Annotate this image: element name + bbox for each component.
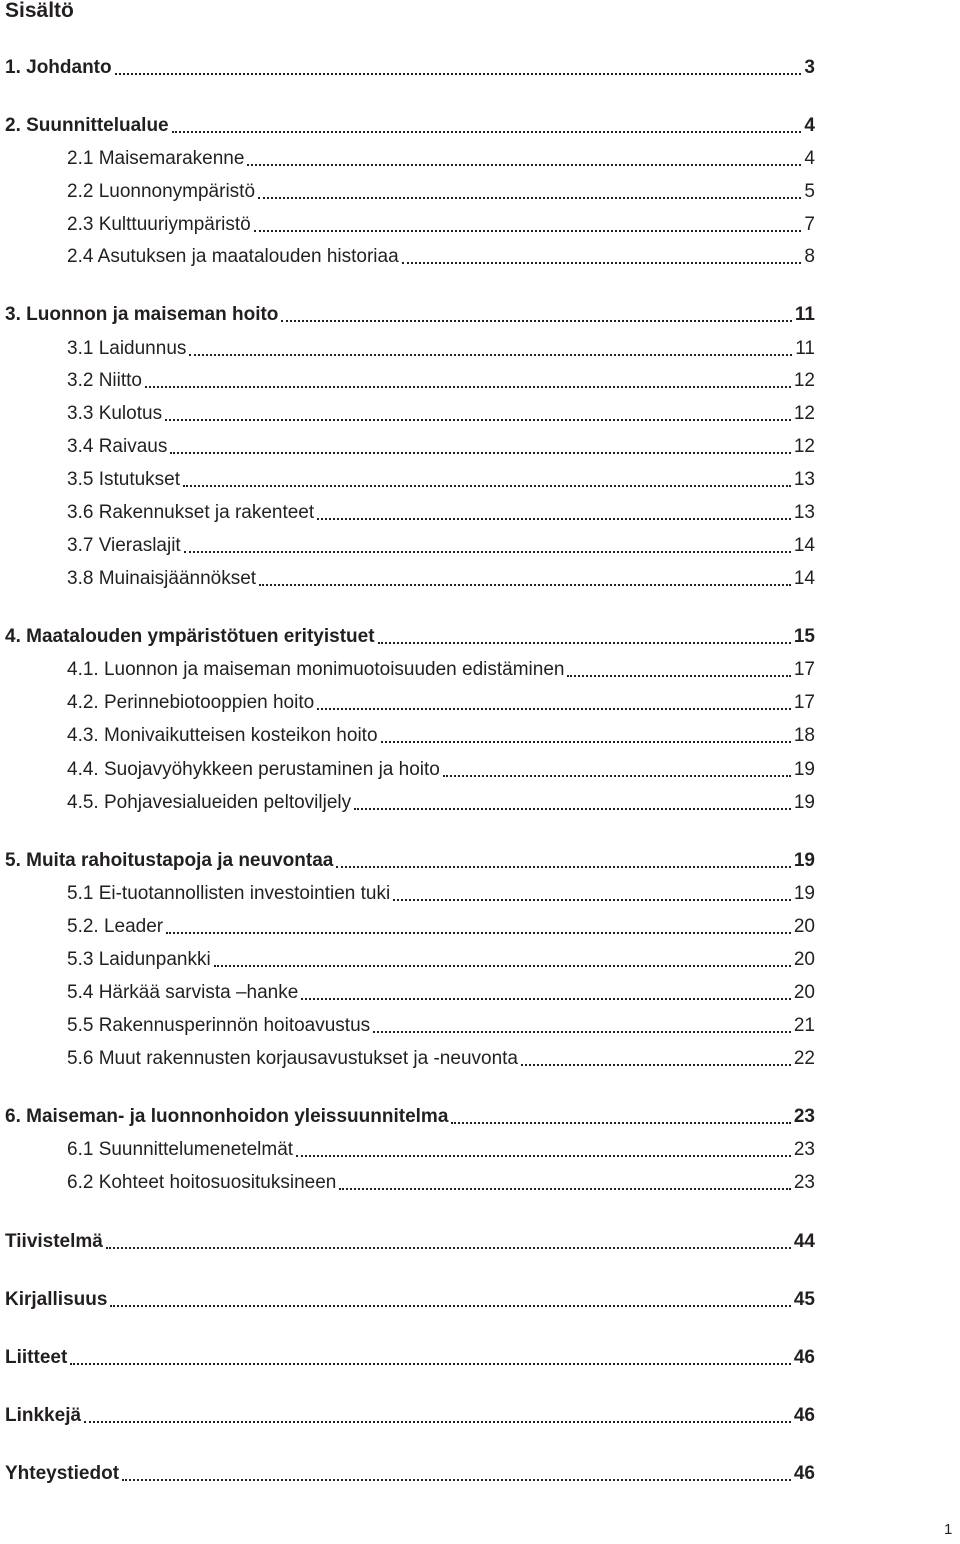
toc-entry-page: 12	[793, 403, 815, 424]
toc-subsection[interactable]	[67, 499, 815, 527]
toc-section[interactable]	[5, 54, 815, 82]
dot-leader	[106, 1247, 791, 1249]
toc-entry-page: 12	[793, 436, 815, 457]
toc-entry-label: 5.5 Rakennusperinnön hoitoavustus	[67, 1015, 371, 1036]
toc-subsection[interactable]	[67, 689, 815, 717]
toc-section[interactable]	[5, 623, 815, 651]
toc-entry-page: 20	[793, 916, 815, 937]
page-title: Sisältö	[5, 0, 74, 22]
toc-subsection[interactable]	[67, 211, 815, 239]
dot-leader	[521, 1064, 791, 1066]
toc-subsection[interactable]	[67, 1012, 815, 1040]
toc-subsection[interactable]	[67, 1045, 815, 1073]
toc-section[interactable]	[5, 1228, 815, 1256]
toc-subsection[interactable]	[67, 756, 815, 784]
dot-leader	[214, 965, 791, 967]
toc-entry-label: 2.4 Asutuksen ja maatalouden historiaa	[67, 246, 399, 267]
toc-entry-label: Tiivistelmä	[5, 1231, 103, 1252]
toc-subsection[interactable]	[67, 1169, 815, 1197]
toc-section[interactable]	[5, 1103, 815, 1131]
dot-leader	[172, 131, 802, 133]
dot-leader	[84, 1421, 791, 1423]
dot-leader	[378, 642, 791, 644]
toc-entry-label: 3.6 Rakennukset ja rakenteet	[67, 502, 315, 523]
toc-entry-page: 4	[804, 115, 815, 136]
toc-entry-page: 5	[804, 181, 815, 202]
toc-entry-page: 12	[793, 370, 815, 391]
toc-entry-label: Linkkejä	[5, 1405, 82, 1426]
toc-entry-page: 17	[793, 692, 815, 713]
dot-leader	[336, 866, 791, 868]
toc-entry-page: 19	[793, 850, 815, 871]
toc-entry-label: 6.2 Kohteet hoitosuosituksineen	[67, 1172, 337, 1193]
toc-entry-page: 3	[804, 57, 815, 78]
toc-entry-page: 21	[793, 1015, 815, 1036]
toc-entry-label: 4.5. Pohjavesialueiden peltoviljely	[67, 792, 352, 813]
toc-subsection[interactable]	[67, 145, 815, 173]
toc-entry-label: 4.3. Monivaikutteisen kosteikon hoito	[67, 725, 378, 746]
toc-subsection[interactable]	[67, 335, 815, 363]
toc-subsection[interactable]	[67, 400, 815, 428]
dot-leader	[70, 1363, 791, 1365]
toc-subsection[interactable]	[67, 433, 815, 461]
dot-leader	[339, 1188, 791, 1190]
dot-leader	[301, 998, 791, 1000]
toc-entry-page: 23	[793, 1106, 815, 1127]
toc-subsection[interactable]	[67, 789, 815, 817]
toc-entry-label: 5.4 Härkää sarvista –hanke	[67, 982, 299, 1003]
dot-leader	[254, 230, 802, 232]
toc-subsection[interactable]	[67, 656, 815, 684]
toc-entry-page: 23	[793, 1139, 815, 1160]
toc-section[interactable]	[5, 1286, 815, 1314]
toc-entry-label: 6. Maiseman- ja luonnonhoidon yleissuunnitelma	[5, 1106, 449, 1127]
toc-entry-page: 18	[793, 725, 815, 746]
dot-leader	[443, 775, 791, 777]
toc-entry-page: 11	[795, 338, 815, 359]
dot-leader	[354, 808, 791, 810]
toc-entry-label: 3.4 Raivaus	[67, 436, 168, 457]
toc-entry-page: 45	[793, 1289, 815, 1310]
toc-subsection[interactable]	[67, 946, 815, 974]
toc-entry-page: 13	[793, 469, 815, 490]
toc-entry-label: 5.2. Leader	[67, 916, 164, 937]
toc-entry-label: 2.1 Maisemarakenne	[67, 148, 245, 169]
dot-leader	[184, 551, 791, 553]
toc-entry-label: 4. Maatalouden ympäristötuen erityistuet	[5, 626, 375, 647]
dot-leader	[317, 708, 791, 710]
dot-leader	[145, 386, 791, 388]
dot-leader	[166, 932, 791, 934]
toc-subsection[interactable]	[67, 565, 815, 593]
dot-leader	[451, 1122, 790, 1124]
toc-entry-label: 5.6 Muut rakennusten korjausavustukset ja -neuvonta	[67, 1048, 518, 1069]
dot-leader	[296, 1155, 791, 1157]
toc-entry-label: 3.1 Laidunnus	[67, 338, 187, 359]
toc-section[interactable]	[5, 301, 815, 329]
toc-subsection[interactable]	[67, 880, 815, 908]
toc-subsection[interactable]	[67, 722, 815, 750]
toc-entry-label: 5. Muita rahoitustapoja ja neuvontaa	[5, 850, 334, 871]
toc-subsection[interactable]	[67, 1136, 815, 1164]
toc-entry-page: 4	[804, 148, 815, 169]
toc-entry-label: 1. Johdanto	[5, 57, 112, 78]
toc-entry-label: 3.2 Niitto	[67, 370, 142, 391]
toc-entry-page: 19	[793, 883, 815, 904]
toc-entry-label: 3.8 Muinaisjäännökset	[67, 568, 257, 589]
dot-leader	[183, 485, 791, 487]
toc-entry-label: Yhteystiedot	[5, 1463, 120, 1484]
toc-entry-page: 46	[793, 1405, 815, 1426]
toc-entry-page: 14	[793, 535, 815, 556]
toc-subsection[interactable]	[67, 367, 815, 395]
toc-entry-label: 3. Luonnon ja maiseman hoito	[5, 304, 279, 325]
toc-entry-label: 2.3 Kulttuuriympäristö	[67, 214, 251, 235]
toc-entry-label: 5.1 Ei-tuotannollisten investointien tuki	[67, 883, 391, 904]
toc-entry-label: 6.1 Suunnittelumenetelmät	[67, 1139, 294, 1160]
toc-entry-page: 7	[804, 214, 815, 235]
toc-entry-label: 5.3 Laidunpankki	[67, 949, 211, 970]
toc-subsection[interactable]	[67, 913, 815, 941]
page-number: 1	[944, 1521, 953, 1538]
toc-entry-page: 20	[793, 982, 815, 1003]
dot-leader	[567, 675, 790, 677]
dot-leader	[381, 741, 791, 743]
dot-leader	[258, 197, 801, 199]
toc-entry-label: 4.2. Perinnebiotooppien hoito	[67, 692, 315, 713]
toc-subsection[interactable]	[67, 466, 815, 494]
toc-entry-label: 2. Suunnittelualue	[5, 115, 169, 136]
toc-entry-page: 19	[793, 792, 815, 813]
toc-entry-label: 4.1. Luonnon ja maiseman monimuotoisuuden edistäminen	[67, 659, 565, 680]
toc-subsection[interactable]	[67, 979, 815, 1007]
toc-entry-page: 15	[793, 626, 815, 647]
toc-section[interactable]	[5, 1402, 815, 1430]
dot-leader	[402, 262, 802, 264]
toc-section[interactable]	[5, 1460, 815, 1488]
dot-leader	[115, 73, 802, 75]
dot-leader	[281, 320, 791, 322]
dot-leader	[170, 452, 791, 454]
dot-leader	[189, 354, 792, 356]
toc-entry-page: 8	[804, 246, 815, 267]
dot-leader	[373, 1031, 791, 1033]
toc-entry-page: 13	[793, 502, 815, 523]
dot-leader	[247, 164, 801, 166]
toc-entry-label: 2.2 Luonnonympäristö	[67, 181, 256, 202]
toc-entry-label: 3.3 Kulotus	[67, 403, 163, 424]
dot-leader	[393, 899, 791, 901]
toc-subsection[interactable]	[67, 178, 815, 206]
toc-entry-label: 4.4. Suojavyöhykkeen perustaminen ja hoito	[67, 759, 440, 780]
toc-section[interactable]	[5, 1344, 815, 1372]
toc-section[interactable]	[5, 112, 815, 140]
dot-leader	[317, 518, 791, 520]
toc-entry-label: Kirjallisuus	[5, 1289, 108, 1310]
toc-entry-label: 3.5 Istutukset	[67, 469, 181, 490]
toc-entry-label: Liitteet	[5, 1347, 68, 1368]
toc-entry-page: 14	[793, 568, 815, 589]
toc-entry-page: 22	[793, 1048, 815, 1069]
dot-leader	[259, 584, 791, 586]
toc-entry-page: 23	[793, 1172, 815, 1193]
toc-subsection[interactable]	[67, 532, 815, 560]
toc-subsection[interactable]	[67, 243, 815, 271]
toc-entry-page: 44	[793, 1231, 815, 1252]
toc-entry-page: 46	[793, 1463, 815, 1484]
toc-entry-page: 17	[793, 659, 815, 680]
dot-leader	[165, 419, 791, 421]
toc-entry-page: 46	[793, 1347, 815, 1368]
dot-leader	[122, 1479, 791, 1481]
toc-entry-page: 19	[793, 759, 815, 780]
toc-section[interactable]	[5, 847, 815, 875]
toc-entry-label: 3.7 Vieraslajit	[67, 535, 181, 556]
dot-leader	[110, 1305, 790, 1307]
toc-entry-page: 11	[794, 304, 815, 325]
toc-entry-page: 20	[793, 949, 815, 970]
